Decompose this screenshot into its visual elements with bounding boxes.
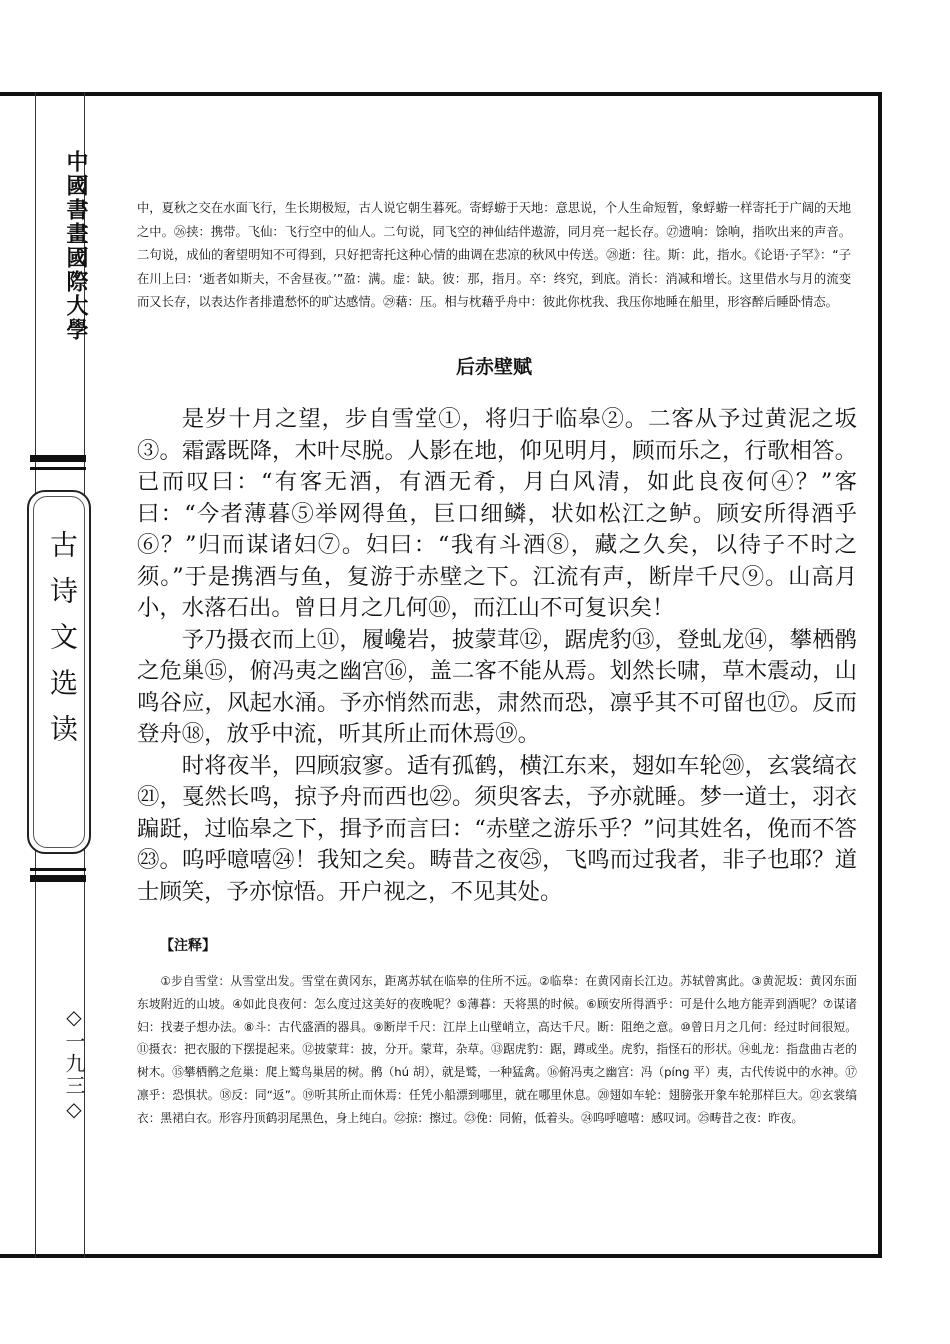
frame-top-border (0, 92, 882, 96)
page-number: ◇一九三◇ (62, 1005, 86, 1123)
decor-bar-bottom-2 (30, 875, 86, 882)
notes-heading: 【注释】 (160, 938, 216, 954)
decor-bar-top-1 (30, 455, 86, 462)
paragraph: 时将夜半，四顾寂寥。适有孤鹤，横江东来，翅如车轮⑳，玄裳缟衣㉑，戛然长鸣，掠予舟而西也㉒。须臾客去，予亦就睡。梦一道士，羽衣蹁跹，过临皋之下，揖予而言曰：“赤壁之游乐乎？”问其姓名，俛而不答㉓。呜呼噫嘻㉔！我知之矣。畴昔之夜㉕，飞鸣而过我者，非子也耶？道士顾笑，予亦惊悟。开户视之，不见其处。 (137, 752, 857, 905)
paragraph: 予乃摄衣而上⑪，履巉岩，披蒙茸⑫，踞虎豹⑬，登虬龙⑭，攀栖鹘之危巢⑮，俯冯夷之幽宫⑯，盖二客不能从焉。划然长啸，草木震动，山鸣谷应，风起水涌。予亦悄然而悲，肃然而恐，凛乎其不可留也⑰。反而登舟⑱，放乎中流，听其所止而休焉⑲。 (137, 626, 857, 747)
continued-annotation: 中，夏秋之交在水面飞行，生长期极短，古人说它朝生暮死。寄蜉蝣于天地：意思说，个人生命短暂，象蜉蝣一样寄托于广阔的天地之中。㉖挟：携带。飞仙：飞行空中的仙人。二句说，同飞空的神仙结伴遨游，同月亮一起长存。㉗遗响：馀响，指吹出来的声音。二句说，成仙的奢望明知不可得到，只好把寄托这种心情的曲调在悲凉的秋风中传送。㉘逝：往。斯：此，指水。《论语·子罕》：“子在川上曰：‘逝者如斯夫，不舍昼夜。’”盈：满。虚：缺。彼：那，指月。卒：终究，到底。消长：消减和增长。这里借水与月的流变而又长存，以表达作者排遣愁怀的旷达感情。㉙藉：压。相与枕藉乎舟中：彼此你枕我、我压你地睡在船里，形容醉后睡卧情态。 (137, 201, 851, 309)
decor-bar-bottom-1 (30, 868, 86, 871)
poem-title: 后赤壁赋 (455, 356, 532, 378)
frame-bottom-border (0, 1254, 882, 1258)
main-text (137, 404, 857, 908)
decor-bar-top-2 (30, 467, 86, 470)
book-title: 古诗文选读 (46, 530, 79, 760)
annotation-notes: ①步自雪堂：从雪堂出发。雪堂在黄冈东，距离苏轼在临皋的住所不远。②临皋：在黄冈南长江边。苏轼曾寓此。③黄泥坂：黄冈东面东坡附近的山坡。④如此良夜何：怎么度过这美好的夜晚呢？⑤薄暮：天将黑的时候。⑥顾安所得酒乎：可是什么地方能弄到酒呢？⑦谋诸妇：找妻子想办法。⑧斗：古代盛酒的器具。⑨断岸千尺：江岸上山壁峭立，高达千尺。断：阻绝之意。⑩曾日月之几何：经过时间很短。⑪摄衣：把衣服的下摆提起来。⑫披蒙茸：披，分开。蒙茸，杂草。⑬踞虎豹：踞，蹲或坐。虎豹，指怪石的形状。⑭虬龙：指盘曲古老的树木。⑮攀栖鹘之危巢：爬上鹫鸟巢居的树。鹘（hú 胡），就是鹫，一种猛禽。⑯俯冯夷之幽宫：冯（píng 平）夷，古代传说中的水神。⑰凛乎：恐惧状。⑱反：同“返”。⑲听其所止而休焉：任凭小船漂到哪里，就在哪里休息。⑳翅如车轮：翅膀张开象车轮那样巨大。㉑玄裳缟衣：黑裙白衣。形容丹顶鹤羽尾黑色，身上纯白。㉒掠：擦过。㉓俛：同俯，低着头。㉔呜呼噫嘻：感叹词。㉕畴昔之夜：昨夜。 (137, 974, 857, 1125)
school-name: 中國書畫國際大學 (63, 150, 88, 342)
paragraph: 是岁十月之望，步自雪堂①，将归于临皋②。二客从予过黄泥之坂③。霜露既降，木叶尽脱。人影在地，仰见明月，顾而乐之，行歌相答。已而叹曰：“有客无酒，有酒无肴，月白风清，如此良夜何④？”客曰：“今者薄暮⑤举网得鱼，巨口细鳞，状如松江之鲈。顾安所得酒乎⑥？”归而谋诸妇⑦。妇曰：“我有斗酒⑧，藏之久矣，以待子不时之须。”于是携酒与鱼，复游于赤壁之下。江流有声，断岸千尺⑨。山高月小，水落石出。曾日月之几何⑩，而江山不可复识矣！ (137, 406, 857, 621)
frame-right-border (878, 92, 882, 1258)
